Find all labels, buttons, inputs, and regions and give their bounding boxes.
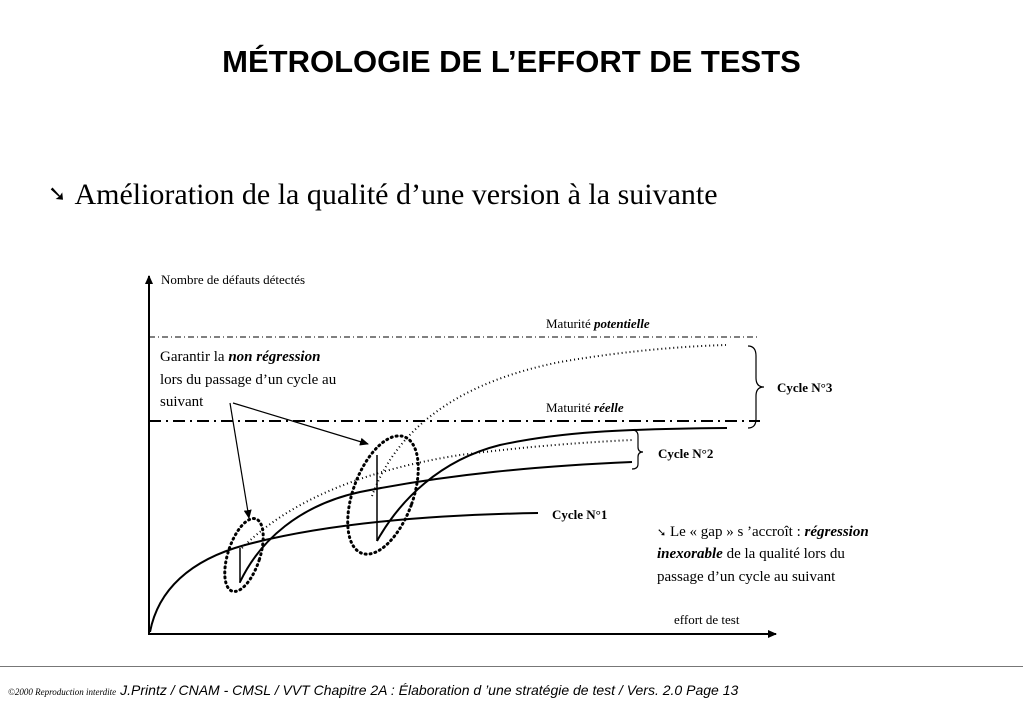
gap-note: ➘ Le « gap » s ’accroît : régression inexorable de la qualité lors du passage d’un cycle au suivant <box>657 524 869 585</box>
real-maturity-label: Maturité réelle <box>546 400 624 415</box>
cycle1-label: Cycle N°1 <box>552 507 608 522</box>
transition-ellipse-1 <box>217 514 271 596</box>
nonreg-arrow-2 <box>233 403 368 444</box>
cycle3-label: Cycle N°3 <box>777 380 833 395</box>
potential-maturity-label: Maturité potentielle <box>546 316 650 331</box>
slide-footer <box>8 682 738 700</box>
diagonal-arrow-icon: ➘ <box>48 182 67 207</box>
cycle3-brace <box>748 346 764 428</box>
slide-title: MÉTROLOGIE DE L’EFFORT DE TESTS <box>222 44 801 79</box>
footer-copyright: ©2000 Reproduction interdite <box>8 687 117 697</box>
nonreg-note: Garantir la non régression lors du passage d’un cycle au suivant <box>160 349 337 410</box>
bullet-text: Amélioration de la qualité d’une version à la suivante <box>74 178 718 211</box>
cycle3-dotted-potential <box>372 345 726 496</box>
cycle2-brace <box>632 430 643 469</box>
footer-divider <box>0 666 1023 667</box>
y-axis-label: Nombre de défauts détectés <box>161 272 306 287</box>
cycle2-curve <box>240 462 632 582</box>
footer-text: J.Printz / CNAM - CMSL / VVT Chapitre 2A : Élaboration d ’une stratégie de test / Vers. 2.0 Page 13 <box>120 682 739 698</box>
cycle1-curve <box>150 513 538 632</box>
x-axis-label: effort de test <box>674 612 740 627</box>
cycle2-label: Cycle N°2 <box>658 446 714 461</box>
